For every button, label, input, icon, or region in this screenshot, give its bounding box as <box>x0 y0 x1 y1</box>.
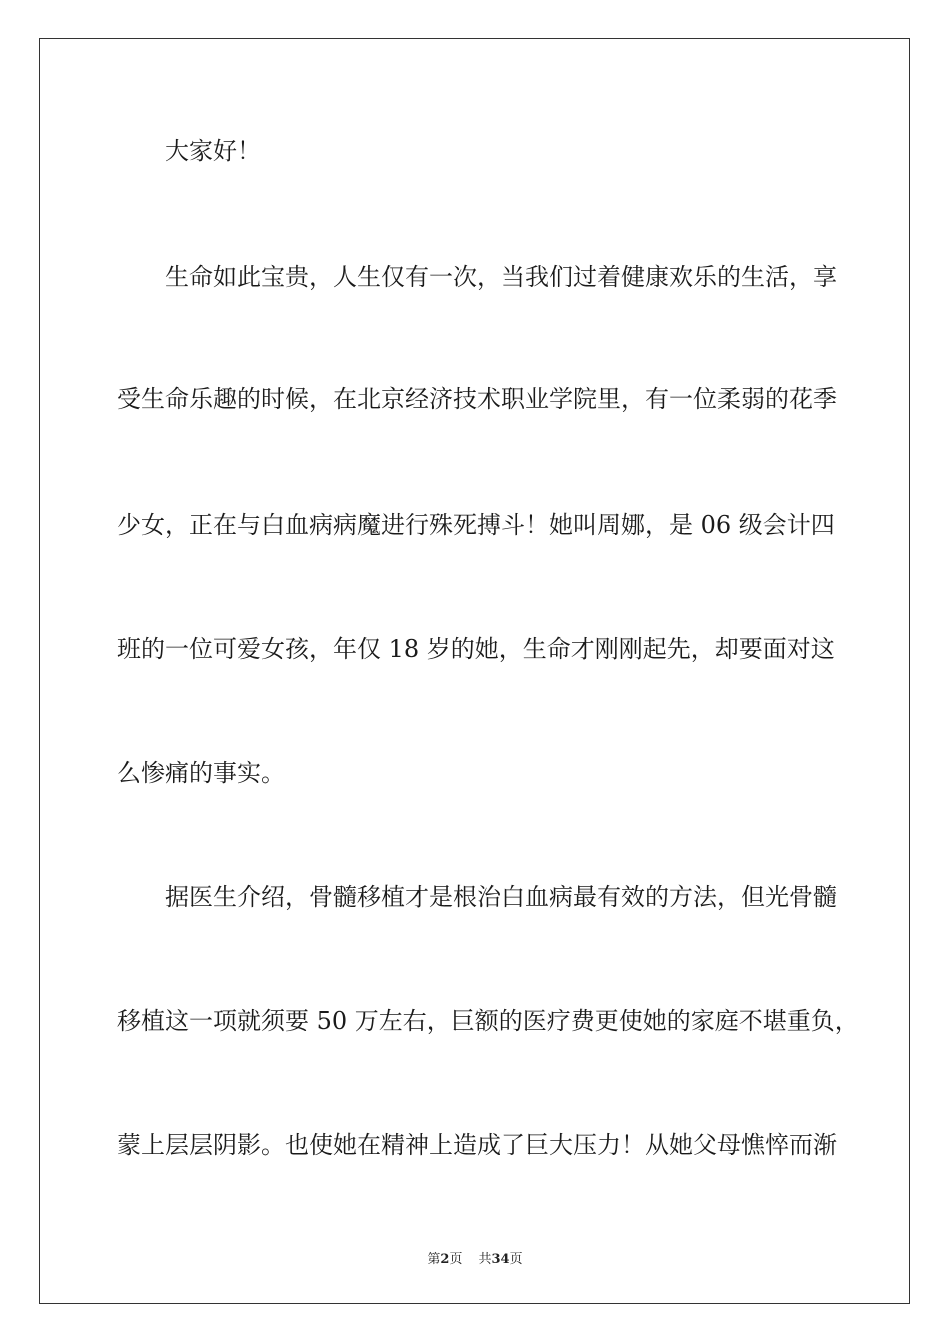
page-border <box>39 38 910 1304</box>
paragraph-line: 移植这一项就须要 50 万左右，巨额的医疗费更使她的家庭不堪重负， <box>117 1007 859 1035</box>
paragraph-line: 据医生介绍，骨髓移植才是根治白血病最有效的方法，但光骨髓 <box>165 883 837 911</box>
page-number: 2 <box>440 1252 450 1267</box>
page-suffix: 页 <box>449 1252 463 1267</box>
paragraph-line: 蒙上层层阴影。也使她在精神上造成了巨大压力！从她父母憔悴而渐 <box>117 1131 837 1159</box>
total-pages: 34 <box>491 1252 510 1267</box>
paragraph-line: 么惨痛的事实。 <box>117 759 285 787</box>
total-prefix: 共 <box>478 1252 492 1267</box>
page-prefix: 第 <box>427 1252 441 1267</box>
paragraph-line: 少女，正在与白血病病魔进行殊死搏斗！她叫周娜，是 06 级会计四 <box>117 511 835 539</box>
greeting-line: 大家好！ <box>165 137 261 165</box>
paragraph-line: 班的一位可爱女孩，年仅 18 岁的她，生命才刚刚起先，却要面对这 <box>117 635 835 663</box>
page-footer <box>0 1248 950 1267</box>
paragraph-line: 受生命乐趣的时候，在北京经济技术职业学院里，有一位柔弱的花季 <box>117 385 837 413</box>
paragraph-line: 生命如此宝贵，人生仅有一次，当我们过着健康欢乐的生活，享 <box>165 263 837 291</box>
total-suffix: 页 <box>509 1252 523 1267</box>
